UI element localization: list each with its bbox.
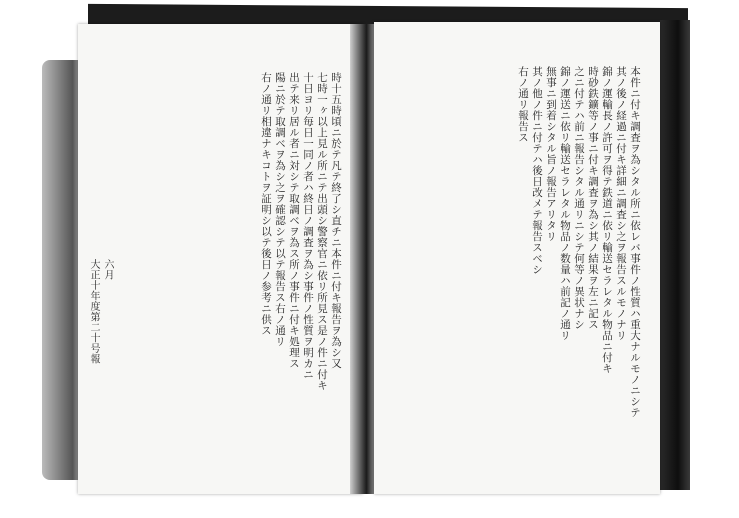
text-column: 右ノ通リ報告ス: [517, 66, 529, 143]
text-column: 錦ノ運送ニ依リ輸送セラレタル物品ノ数量ハ前記ノ通リ: [559, 66, 571, 341]
text-column: 無事ニ到着シタル旨ノ報告アリタリ: [545, 66, 557, 242]
text-column: 右ノ通リ相違ナキコトヲ証明シ以テ後日ノ参考ニ供ス: [260, 72, 272, 336]
date-line: 六月: [102, 259, 113, 280]
left-page-text: [259, 72, 343, 482]
right-page-text: [516, 66, 642, 466]
text-column: 本件ニ付キ調査ヲ為シタル所ニ依レバ事件ノ性質ハ重大ナルモノニシテ: [629, 66, 641, 418]
signature-line: 大正十年度第二十号報: [88, 259, 99, 364]
right-page: [374, 22, 660, 494]
left-page: [78, 24, 363, 494]
text-column: 陽ニ於テ取調ベヲ為シ之ヲ確認シテ以テ報告ス右ノ通リ: [274, 72, 286, 347]
text-column: 十日ヨリ毎日一同ノ者ハ終日ノ調査ヲ為シ事件ノ性質ヲ明カニ: [302, 72, 314, 380]
text-column: 七時一ヶ以上見ル所ニテ出頭シ警察官ニ依リ所見ス是ノ件ニ付キ: [316, 72, 328, 391]
text-column: 時十五時頃ニ於テ凡テ終了シ直チニ本件ニ付キ報告ヲ為シ又: [330, 72, 342, 369]
text-column: 其ノ後ノ経過ニ付キ詳細ニ調査シ之ヲ報告スルモノナリ: [615, 66, 627, 341]
text-column: 出テ来リ居ル者ニ対シテ取調ベヲ為ス所ノ事件ニ付キ処理ス: [288, 72, 300, 369]
text-column: 其ノ他ノ件ニ付テハ後日改メテ報告スベシ: [531, 66, 543, 275]
text-column: 時砂鉄鑛等ノ事ニ付キ調査ヲ為シ其ノ結果ヲ左ニ記ス: [587, 66, 599, 330]
text-column: 錦ノ運輸長ノ許可ヲ得テ鉄道ニ依リ輸送セラレタル物品ニ付キ: [601, 66, 613, 374]
text-column: 之ニ付テハ前ニ報告シタル通リニシテ何等ノ異状ナシ: [573, 66, 585, 330]
signature-block: [86, 259, 114, 469]
book-page-edge: [660, 20, 690, 490]
